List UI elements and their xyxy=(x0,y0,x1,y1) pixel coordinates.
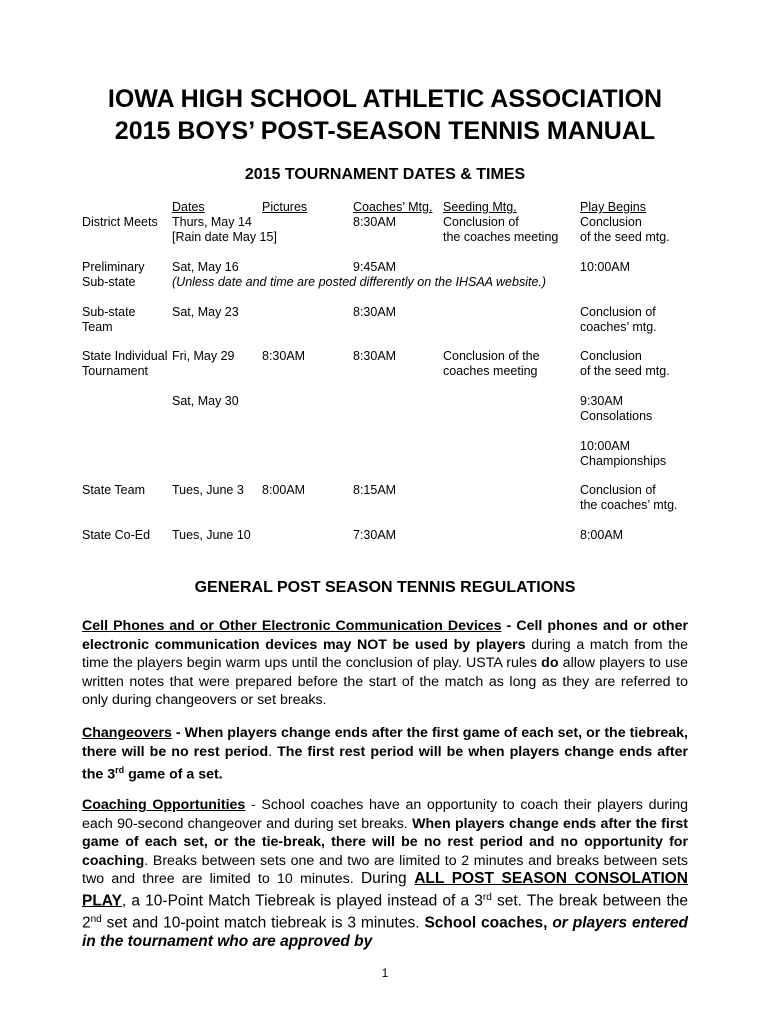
coaching-big-2: , a 10-Point Match Tiebreak is played instead of a 3 xyxy=(121,892,483,910)
coaching-big-1: During xyxy=(360,870,415,887)
state-individual-event-2: Tournament xyxy=(82,364,149,378)
coaching-paragraph xyxy=(82,796,688,951)
state-coed-play: 8:00AM xyxy=(580,528,624,542)
coaching-text-2: . Breaks between sets one and two are limited to 2 minutes and breaks between sets two and three are limited to 10 minutes. xyxy=(82,852,688,887)
coaching-big-3: set. The break between the 2 xyxy=(82,892,688,932)
preliminary-date: Sat, May 16 xyxy=(172,260,239,274)
substate-event: Sub-state xyxy=(82,305,136,319)
title-line-2: 2015 BOYS’ POST-SEASON TENNIS MANUAL xyxy=(114,117,656,145)
state-individual-play-2: of the seed mtg. xyxy=(580,364,670,378)
state-individual-play-b2: Consolations xyxy=(580,409,653,423)
state-team-play: Conclusion of xyxy=(580,483,656,497)
district-event: District Meets xyxy=(82,215,158,229)
state-individual-pictures: 8:30AM xyxy=(262,349,306,363)
state-coed-coaches: 7:30AM xyxy=(353,528,397,542)
state-individual-seeding-2: coaches meeting xyxy=(443,364,538,378)
preliminary-event-2: Sub-state xyxy=(82,275,136,289)
header-pictures: Pictures xyxy=(262,200,308,214)
substate-date: Sat, May 23 xyxy=(172,305,239,319)
state-team-date: Tues, June 3 xyxy=(172,483,244,497)
substate-event-2: Team xyxy=(82,320,113,334)
preliminary-coaches: 9:45AM xyxy=(353,260,397,274)
state-individual-date: Fri, May 29 xyxy=(172,349,235,363)
preliminary-play: 10:00AM xyxy=(580,260,631,274)
changeovers-bold-3: game of a set. xyxy=(124,766,223,783)
cell-phones-bold-2: do xyxy=(541,655,559,671)
coaching-text-1: - School coaches have an opportunity to coach their players during each 90-second changeover and during set breaks. xyxy=(82,797,689,832)
state-individual-play-b1: 9:30AM xyxy=(580,394,624,408)
coaching-heading: Coaching Opportunities xyxy=(82,797,246,813)
changeovers-paragraph xyxy=(82,724,688,784)
state-individual-event: State Individual xyxy=(82,349,168,363)
district-play-2: of the seed mtg. xyxy=(580,230,670,244)
coaching-sup-2: nd xyxy=(90,913,102,925)
coaching-sup-1: rd xyxy=(482,891,492,903)
state-individual-seeding: Conclusion of the xyxy=(443,349,540,363)
district-seeding-2: the coaches meeting xyxy=(443,230,559,244)
substate-play-2: coaches’ mtg. xyxy=(580,320,657,334)
changeovers-bold-1: - When players change ends after the first game of each set, or the tiebreak, there will be no rest period xyxy=(82,725,688,760)
district-date: Thurs, May 14 xyxy=(172,215,252,229)
header-seeding-mtg: Seeding Mtg. xyxy=(443,200,517,214)
district-seeding: Conclusion of xyxy=(443,215,519,229)
state-individual-play-b4: Championships xyxy=(580,454,667,468)
district-play: Conclusion xyxy=(580,215,642,229)
preliminary-event: Preliminary xyxy=(82,260,145,274)
state-team-pictures: 8:00AM xyxy=(262,483,306,497)
changeovers-text-1: . xyxy=(268,743,278,760)
header-coaches-mtg: Coaches’ Mtg. xyxy=(353,200,433,214)
dates-heading: 2015 TOURNAMENT DATES & TIMES xyxy=(244,166,526,183)
page-number: 1 xyxy=(381,966,389,980)
changeovers-bold-2: The first rest period will be when players change ends after the 3 xyxy=(82,743,688,783)
substate-play: Conclusion of xyxy=(580,305,656,319)
title-line-1: IOWA HIGH SCHOOL ATHLETIC ASSOCIATION xyxy=(107,85,663,113)
state-team-play-2: the coaches’ mtg. xyxy=(580,498,678,512)
cell-phones-heading: Cell Phones and or Other Electronic Communication Devices xyxy=(82,618,502,634)
coaching-bold-2: School coaches, xyxy=(424,914,553,932)
preliminary-note: (Unless date and time are posted differently on the IHSAA website.) xyxy=(172,275,547,289)
state-individual-coaches: 8:30AM xyxy=(353,349,397,363)
district-rain-date: [Rain date May 15] xyxy=(172,230,277,244)
state-team-coaches: 8:15AM xyxy=(353,483,397,497)
cell-phones-paragraph xyxy=(82,617,688,710)
coaching-big-4: set and 10-point match tiebreak is 3 minutes. xyxy=(101,914,425,932)
state-individual-play-b3: 10:00AM xyxy=(580,439,631,453)
substate-coaches: 8:30AM xyxy=(353,305,397,319)
district-coaches: 8:30AM xyxy=(353,215,397,229)
cell-phones-text-1: during a match from the time the players begin warm ups until the conclusion of play. USTA rules xyxy=(82,636,688,671)
coaching-consolation: ALL POST SEASON CONSOLATION PLAY xyxy=(82,870,689,910)
header-dates: Dates xyxy=(172,200,205,214)
coaching-bold-italic: or players entered in the tournament who are approved by xyxy=(82,914,688,950)
regulations-heading: GENERAL POST SEASON TENNIS REGULATIONS xyxy=(194,579,576,596)
cell-phones-text-2: allow players to use written notes that were prepared before the start of the match as long as they are referred to only during changeovers or set breaks. xyxy=(82,655,688,708)
state-individual-play: Conclusion xyxy=(580,349,642,363)
changeovers-sup: rd xyxy=(115,765,125,775)
state-team-event: State Team xyxy=(82,483,146,497)
coaching-bold-1: When players change ends after the first game of each set, or the tie-break, there will be no rest period and no opportunity for coaching xyxy=(82,815,688,869)
state-coed-date: Tues, June 10 xyxy=(172,528,251,542)
changeovers-heading: Changeovers xyxy=(82,725,172,741)
state-coed-event: State Co-Ed xyxy=(82,528,151,542)
state-individual-date-b: Sat, May 30 xyxy=(172,394,239,408)
cell-phones-bold-1: - Cell phones and or other electronic communication devices may NOT be used by players xyxy=(82,618,688,653)
header-play-begins: Play Begins xyxy=(580,200,647,214)
